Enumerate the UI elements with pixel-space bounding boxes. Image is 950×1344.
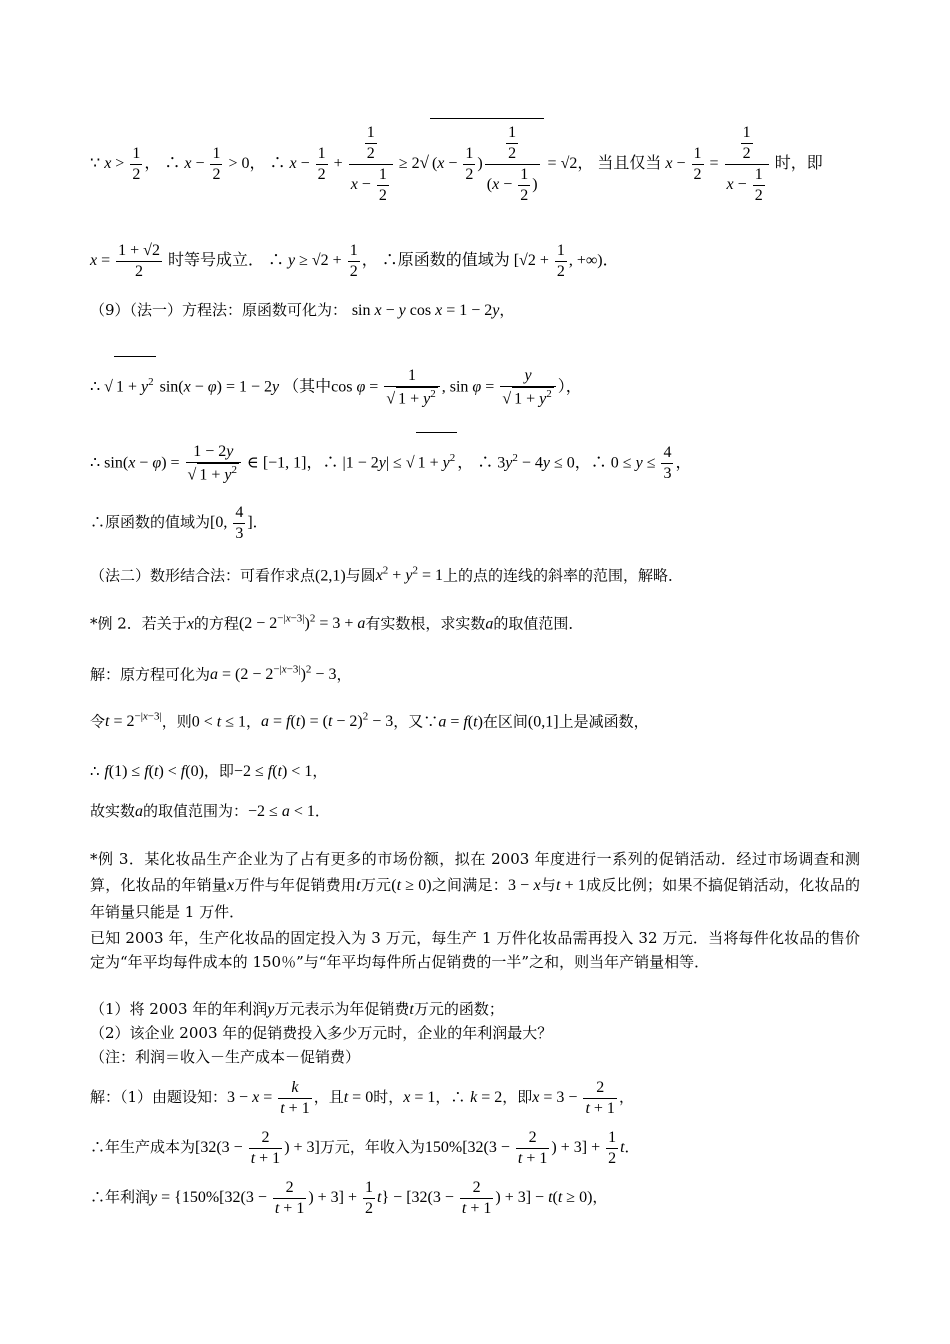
text-note: （注：利润＝收入－生产成本－促销费） — [90, 1048, 361, 1066]
example-3-paragraph-2 — [90, 926, 860, 974]
text-method-one: （9）（法一）方程法：原函数可化为： — [90, 301, 348, 319]
text-ex3-d: 之间满足： — [431, 876, 508, 894]
text-q1-a: （1）将 2003 年的年利润 — [90, 1000, 268, 1018]
text-where: （其中 — [283, 378, 332, 396]
text-decreasing: 上是减函数， — [558, 712, 649, 731]
text-sol-a: 解：（1）由题设知： — [90, 1088, 228, 1106]
line-9: 解：原方程可化为$a = (2 - 2^{-|x-3|})^2 - 3$， — [90, 664, 352, 684]
text-circle: 与圆 — [345, 566, 376, 585]
text-solution-ex2: 解：原方程可化为 — [90, 665, 211, 684]
text-profit: ∴年利润 — [90, 1188, 151, 1206]
text-ex2-b: 的方程 — [193, 614, 239, 633]
text-ex2-a: *例 2．若关于 — [90, 614, 187, 633]
line-7: （法二）数形结合法：可看作求点(2,1)与圆$x^2 + y^2 = 1$上的点的连线的斜率的范围，解略． — [90, 565, 683, 585]
text-sol-b: ，且 — [313, 1088, 344, 1106]
text-when-only-when: 当且仅当 — [597, 155, 662, 172]
example-3-note — [90, 1046, 890, 1068]
line-11: ∴ f(1) ≤ f(t) < f(0)，即−2 ≤ f(t) < 1， — [90, 762, 328, 780]
solution-line-1: 解：（1）由题设知：3 − x = $\frac{k}{t + 1}$ ，且t = 0时，x = 1，∴ k = 2，即x = 3 − $\frac{2}{t + 1}$ ， — [90, 1078, 634, 1117]
text-cost: ∴年生产成本为 — [90, 1138, 196, 1156]
line-3: （9）（法一）方程法：原函数可化为： sin x − y cos x = 1 − 2y， — [90, 301, 515, 319]
text-range-label-2: ∴原函数的值域为 — [90, 513, 211, 531]
text-method-two: （法二）数形结合法：可看作求点 — [90, 566, 316, 585]
text-ex3-p2: 已知 2003 年，生产化妆品的固定投入为 3 万元，每生产 1 万件化妆品需再投入 32 万元．当将每件化妆品的售价定为“年平均每件成本的 150％”与“年平均每件所占促销费的一半”之和，则当年产销量相等． — [90, 929, 860, 971]
text-range-is: 的取值范围为： — [143, 802, 249, 820]
line-4: ∴ √ $1 + y^2$ sin(x − φ) = 1 − 2y （其中cos φ = $\frac{1}{√ 1 + y^2}$ , sin φ = $\frac{y}{√ 1 + y^2}$ ）， — [90, 356, 890, 406]
text-q2: （2）该企业 2003 年的促销费投入多少万元时，企业的年利润最大？ — [90, 1024, 553, 1042]
line-2: x = $\frac{1 + √2}{2}$ 时等号成立． ∴ y ≥ √2 + $\frac{1}{2}$ ， ∴原函数的值域为 [√2 + $\frac{1}{2}$ , +∞)． — [90, 241, 619, 280]
text-that-is: ，即 — [203, 762, 234, 780]
text-revenue: 万元，年收入为 — [319, 1138, 425, 1156]
example-3-question-2 — [90, 1022, 890, 1044]
text-so-a: 故实数 — [90, 802, 136, 820]
text-ex3-a: *例 3．某化妆品生产企业为了占有更多的市场份额，拟在 2003 年度进行一系列的促销活动．经过市场调查和测算，化妆品的年销量 — [90, 850, 860, 894]
text-when-tail: 时，即 — [774, 155, 823, 172]
text-ex3-b: 万件与年促销费用 — [234, 876, 357, 894]
text-equality: 时等号成立． — [167, 252, 264, 269]
example-3-question-1: （1）将 2003 年的年利润y万元表示为年促销费t万元的函数； — [90, 1000, 504, 1018]
text-on-interval: 在区间 — [482, 712, 528, 731]
line-6: ∴原函数的值域为[0, $\frac{4}{3}$ ]． — [90, 503, 268, 542]
text-and-since: ，又∵ — [393, 712, 439, 731]
text-range-label: ∴原函数的值域为 — [381, 252, 510, 269]
text-sol-d: ，即 — [502, 1088, 533, 1106]
text-ex3-e: 与 — [540, 876, 556, 894]
solution-line-2: ∴年生产成本为[32(3 − $\frac{2}{t + 1}$ ) + 3]万元，年收入为150%[32(3 − $\frac{2}{t + 1}$ ) + 3] + $\frac{1}{2}$ t． — [90, 1128, 640, 1167]
text-then: ，则 — [161, 712, 192, 731]
line-1: ∵ x > $\frac{1}{2}$ ， ∴ x − $\frac{1}{2}$ > 0， ∴ x − $\frac{1}{2}$ + $\frac{1}{2}$ x − $\frac{1}{2}$ ≥ 2√ (x − $\frac{1}{2}$ ) $\frac{1}{2}$ (x − $\frac{1}{2}$ ) = √2， 当且仅当 x − $\frac{1}{2}$ = $\frac{1}{2}$ x − $\frac{1}{2}$ 时，即 — [90, 118, 890, 208]
line-12: 故实数a的取值范围为：−2 ≤ a < 1． — [90, 802, 330, 820]
text-slope: 上的点的连线的斜率的范围，解略． — [442, 566, 683, 585]
text-ex3-c: 万元 — [360, 876, 392, 894]
text-ex3-f: 成反比例；如果不搞促销活动，化妆品的年销量只能是 1 万件． — [90, 876, 860, 921]
solution-line-3: ∴年利润y = {150%[32(3 − $\frac{2}{t + 1}$ ) + 3] + $\frac{1}{2}$ t} − [32(3 − $\frac{2}{t + 1}$ ) + 3] − t(t ≥ 0)， — [90, 1178, 608, 1217]
text-ex2-d: 的取值范围． — [493, 614, 584, 633]
text-q1-c: 万元的函数； — [413, 1000, 504, 1018]
text-sol-c: 时， — [373, 1088, 404, 1106]
line-10: 令$t = 2^{-|x-3|}$，则0 < t ≤ 1，$a = f(t) = (t - 2)^2 - 3$，又∵a = f(t)在区间(0,1]上是减函数， — [90, 711, 649, 731]
example-3-statement: *例 3．某化妆品生产企业为了占有更多的市场份额，拟在 2003 年度进行一系列的促销活动．经过市场调查和测算，化妆品的年销量x万件与年促销费用t万元(t ≥ 0)之间满足：3 − x与t + 1成反比例；如果不搞促销活动，化妆品的年销量只能是 1 万件． — [90, 850, 860, 921]
text-q1-b: 万元表示为年促销费 — [274, 1000, 410, 1018]
text-ex2-c: 有实数根，求实数 — [365, 614, 486, 633]
example-2-statement: *例 2．若关于x的方程$(2 - 2^{-|x-3|})^2 = 3 + a$有实数根，求实数a的取值范围． — [90, 613, 584, 633]
line-5: ∴ sin(x − φ) = $\frac{1 - 2y}{√ 1 + y^2}$ ∈ [−1, 1]，∴ |1 − 2y| ≤ √ $1 + y^2$ ， ∴ $3y^2 - 4y \le 0$，∴ 0 ≤ y ≤ $\frac{4}{3}$ ， — [90, 432, 890, 482]
text-let: 令 — [90, 712, 106, 731]
